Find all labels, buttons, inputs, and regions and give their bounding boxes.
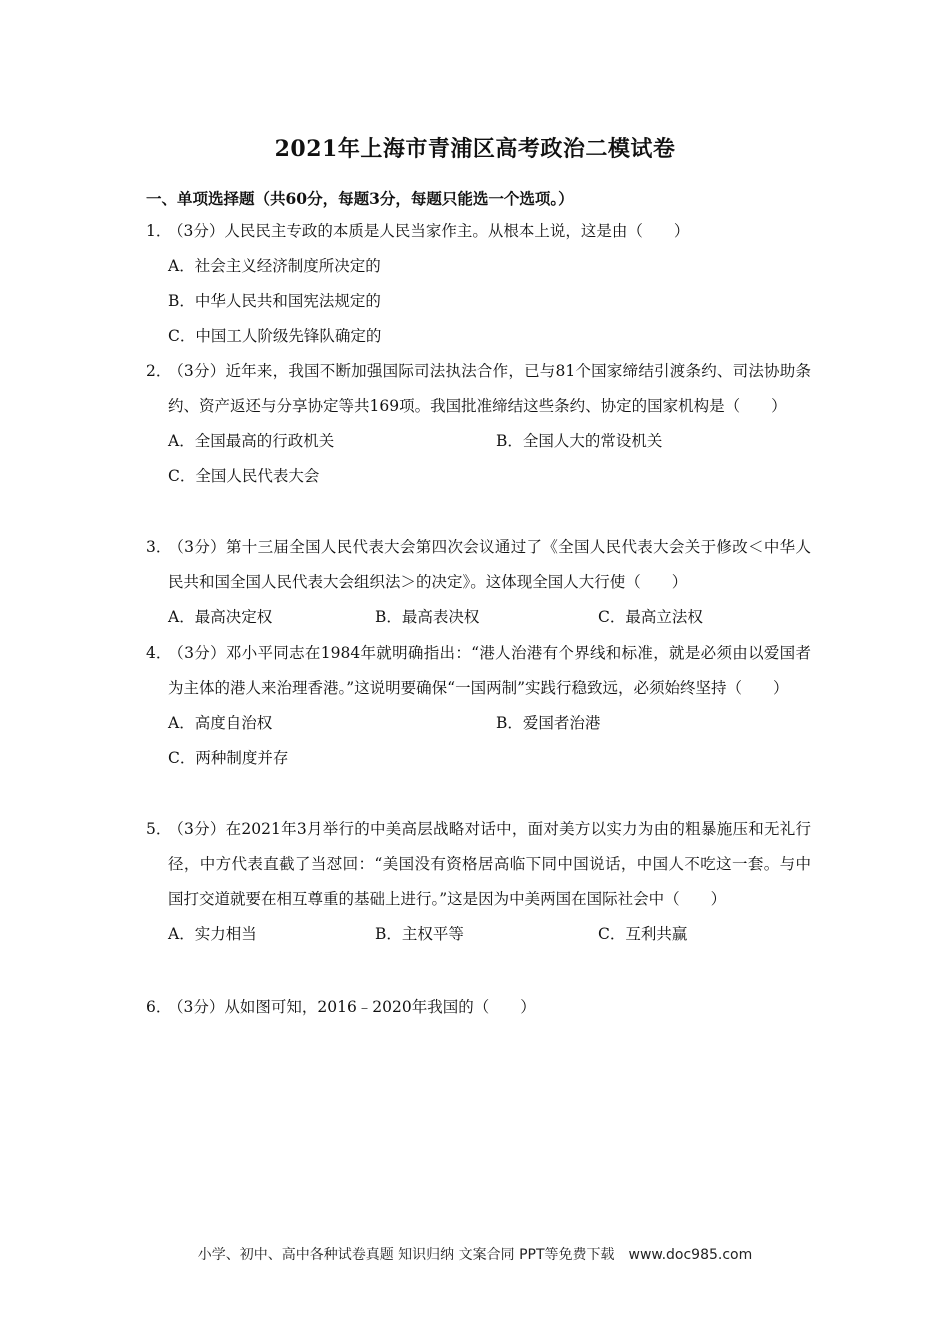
question-6 [146, 990, 811, 1025]
question-stem [146, 214, 811, 249]
question-text: （3分）第十三届全国人民代表大会第四次会议通过了《全国人民代表大会关于修改＜中华人民共和国全国人民代表大会组织法＞的决定》。这体现全国人大行使（ ） [168, 538, 811, 591]
option-c: C．两种制度并存 [168, 749, 289, 767]
question-5 [146, 812, 811, 952]
option-b: B．全国人大的常设机关 [496, 432, 663, 450]
option-b: B．主权平等 [375, 925, 464, 943]
question-text: （3分）邓小平同志在1984年就明确指出：“港人治港有个界线和标准，就是必须由以爱国者为主体的港人来治理香港。”这说明要确保“一国两制”实践行稳致远，必须始终坚持（ ） [168, 644, 811, 697]
document-title: 2021年上海市青浦区高考政治二模试卷 [274, 136, 676, 162]
question-stem [146, 990, 811, 1025]
question-4 [146, 636, 811, 776]
question-stem [146, 354, 811, 424]
option-a: A．社会主义经济制度所决定的 [168, 257, 381, 275]
question-number: 4． [146, 644, 172, 662]
option-c: C．中国工人阶级先锋队确定的 [168, 327, 382, 345]
option-a: A．实力相当 [168, 925, 257, 943]
question-number: 6． [146, 998, 172, 1016]
option-a: A．最高决定权 [168, 608, 273, 626]
option-b: B．最高表决权 [375, 608, 480, 626]
section-heading: 一、单项选择题（共60分，每题3分，每题只能选一个选项。） [146, 189, 574, 208]
option-b: B．爱国者治港 [496, 714, 601, 732]
question-3 [146, 530, 811, 635]
question-number: 1． [146, 222, 172, 240]
question-2 [146, 354, 811, 494]
question-stem [146, 812, 811, 917]
question-text: （3分）人民民主专政的本质是人民当家作主。从根本上说，这是由（ ） [168, 222, 690, 240]
question-number: 3． [146, 538, 172, 556]
option-c: C．互利共赢 [598, 925, 688, 943]
option-b: B．中华人民共和国宪法规定的 [168, 292, 381, 310]
question-1 [146, 214, 811, 354]
option-c: C．全国人民代表大会 [168, 467, 320, 485]
page-footer: 小学、初中、高中各种试卷真题 知识归纳 文案合同 PPT等免费下载 www.doc985.com [197, 1247, 753, 1263]
question-text: （3分）在2021年3月举行的中美高层战略对话中，面对美方以实力为由的粗暴施压和无礼行径，中方代表直截了当怼回：“美国没有资格居高临下同中国说话，中国人不吃这一套。与中国打交道就要在相互尊重的基础上进行。”这是因为中美两国在国际社会中（ ） [168, 820, 811, 908]
question-stem [146, 636, 811, 706]
option-c: C．最高立法权 [598, 608, 703, 626]
option-a: A．全国最高的行政机关 [168, 432, 335, 450]
option-a: A．高度自治权 [168, 714, 273, 732]
question-number: 2． [146, 362, 172, 380]
question-stem [146, 530, 811, 600]
question-text: （3分）近年来，我国不断加强国际司法执法合作，已与81个国家缔结引渡条约、司法协助条约、资产返还与分享协定等共169项。我国批准缔结这些条约、协定的国家机构是（ ） [168, 362, 811, 415]
question-text: （3分）从如图可知，2016﹣2020年我国的（ ） [168, 998, 536, 1016]
question-number: 5． [146, 820, 172, 838]
